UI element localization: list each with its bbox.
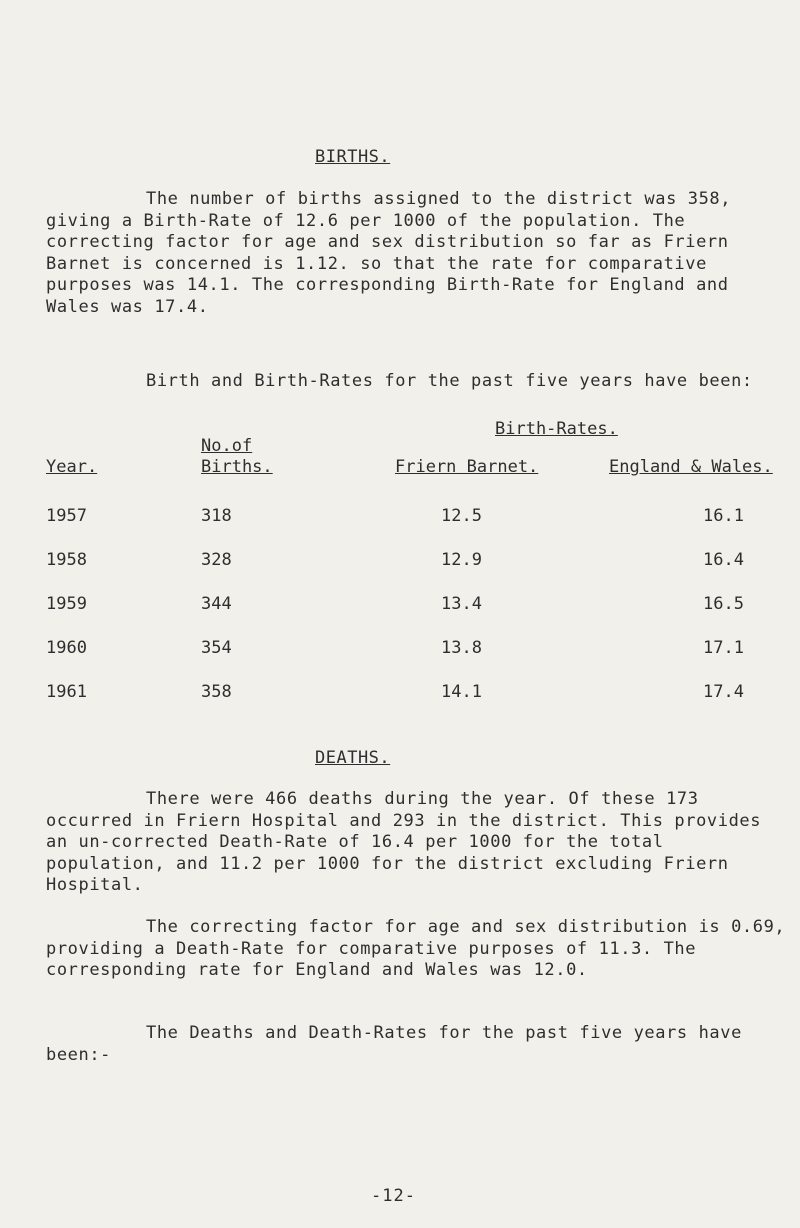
table-row bbox=[0, 638, 800, 662]
cell-year: 1959 bbox=[46, 594, 87, 614]
page-number: -12- bbox=[371, 1186, 416, 1206]
deaths-heading: DEATHS. bbox=[315, 748, 391, 768]
cell-births: 318 bbox=[201, 506, 232, 526]
col-header-births-line2: Births. bbox=[201, 457, 273, 477]
cell-year: 1961 bbox=[46, 682, 87, 702]
cell-england-rate: 16.1 bbox=[703, 506, 744, 526]
deaths-paragraph-3: The Deaths and Death-Rates for the past five years have been:- bbox=[46, 1023, 742, 1065]
births-paragraph: The number of births assigned to the district was 358, giving a Birth-Rate of 12.6 per 1000 of the population. The correcting factor for age and sex distribution so far as Friern Barnet is concerned is 1.12. so that the rate for comparative purposes was 14.1. The corresponding Birth-Rate for England and Wales was 17.4. bbox=[46, 189, 732, 317]
table-row bbox=[0, 506, 800, 530]
cell-england-rate: 17.4 bbox=[703, 682, 744, 702]
cell-year: 1958 bbox=[46, 550, 87, 570]
cell-year: 1960 bbox=[46, 638, 87, 658]
deaths-paragraph-1: There were 466 deaths during the year. Of these 173 occurred in Friern Hospital and 293 in the district. This provides an un-corrected Death-Rate of 16.4 per 1000 for the total population, and 11.2 per 1000 for the district excluding Friern Hospital. bbox=[46, 789, 762, 895]
col-header-year: Year. bbox=[46, 457, 98, 477]
col-header-england-wales: England & Wales. bbox=[609, 457, 773, 477]
birth-rates-group-header: Birth-Rates. bbox=[495, 419, 618, 439]
cell-friern-rate: 13.4 bbox=[441, 594, 482, 614]
cell-friern-rate: 12.9 bbox=[441, 550, 482, 570]
cell-friern-rate: 12.5 bbox=[441, 506, 482, 526]
table-row bbox=[0, 550, 800, 574]
table-row bbox=[0, 682, 800, 706]
cell-births: 358 bbox=[201, 682, 232, 702]
cell-births: 354 bbox=[201, 638, 232, 658]
col-header-friern-barnet: Friern Barnet. bbox=[395, 457, 539, 477]
cell-england-rate: 16.5 bbox=[703, 594, 744, 614]
births-heading: BIRTHS. bbox=[315, 147, 391, 167]
col-header-births-line1: No.of bbox=[201, 436, 253, 456]
cell-friern-rate: 14.1 bbox=[441, 682, 482, 702]
cell-births: 344 bbox=[201, 594, 232, 614]
cell-england-rate: 17.1 bbox=[703, 638, 744, 658]
births-table-intro: Birth and Birth-Rates for the past five years have been: bbox=[146, 371, 753, 391]
table-row bbox=[0, 594, 800, 618]
cell-england-rate: 16.4 bbox=[703, 550, 744, 570]
deaths-paragraph-2: The correcting factor for age and sex distribution is 0.69, providing a Death-Rate for comparative purposes of 11.3. The corresponding rate for England and Wales was 12.0. bbox=[46, 917, 786, 980]
cell-friern-rate: 13.8 bbox=[441, 638, 482, 658]
cell-births: 328 bbox=[201, 550, 232, 570]
cell-year: 1957 bbox=[46, 506, 87, 526]
